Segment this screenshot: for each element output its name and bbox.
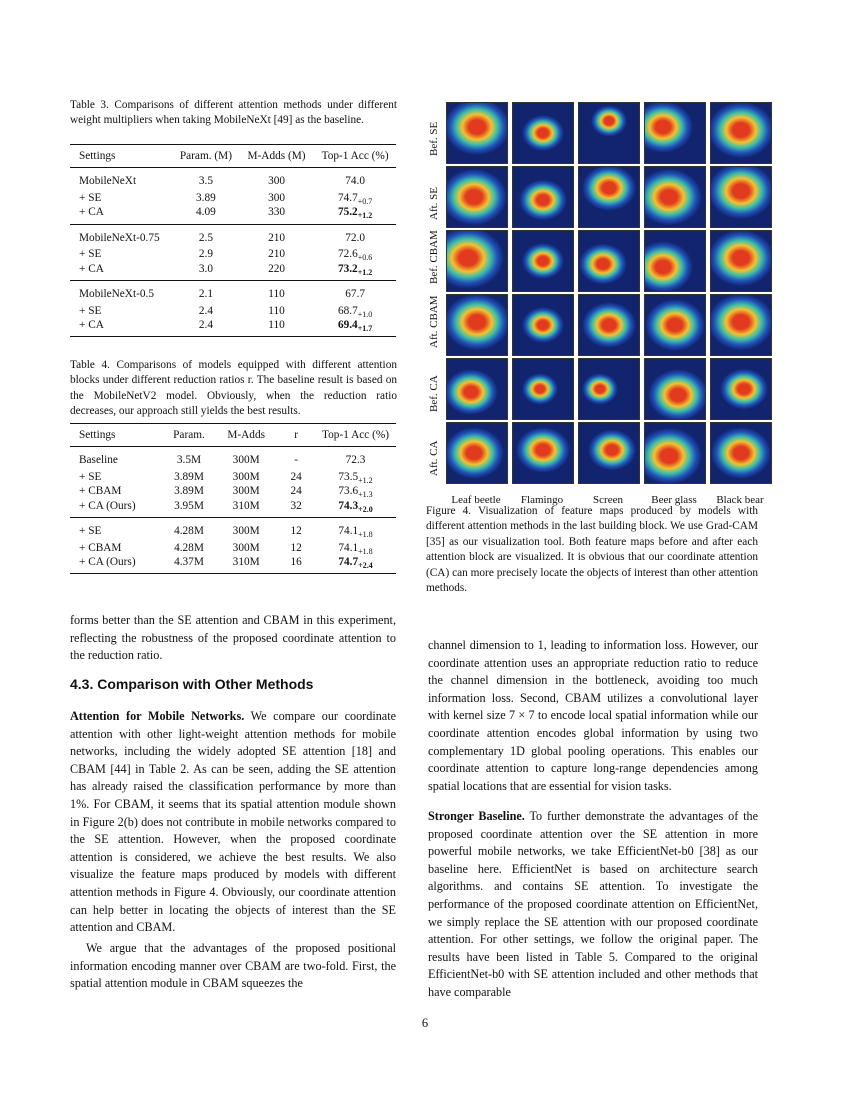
row-label: Aft. SE [428,187,440,220]
accuracy-cell [314,191,396,206]
accuracy-cell [315,541,396,556]
left-paragraph-1: forms better than the SE attention and CBAM in this experiment, reflecting the robustness of the proposed coordinate attention to the reduction ratio. [70,613,396,663]
accuracy-value: 69.4 [337,319,358,332]
settings-cell: + CA (Ours) [79,499,136,512]
param-cell: 2.4 [173,318,239,336]
accuracy-value: 74.1 [338,541,359,554]
column-label: Black bear [716,494,764,506]
figure4 [420,96,764,506]
accuracy-cell [315,470,396,485]
column-header: Top-1 Acc (%) [315,424,396,447]
column-label: Leaf beetle [451,494,501,506]
row-label: Aft. CBAM [428,295,440,348]
column-header: Settings [70,424,163,447]
madds-cell: 110 [239,318,314,336]
table-row [70,518,396,541]
left-paragraph-2-text: We compare our coordinate attention with other light-weight attention methods for mobile networks, including the widely adopted SE attention [18] and CBAM [44] in Table 2. As can be seen, adding the SE attention has already raised the classification performance by more than 1%. For CBAM, it seems that its spatial attention module shown in Figure 2(b) does not contribute in mobile networks compared to the SE attention. However, when the proposed coordinate attention is considered, we achieve the best results. We also visualize the feature maps produced by models with different attention methods in Figure 4. Obviously, our coordinate attention can help better in locating the objects of interest than the SE attention and CBAM. [70,709,396,935]
paragraph-lead: Stronger Baseline. [428,809,525,823]
heatmap-image [644,166,706,228]
table3 [70,144,396,337]
column-label: Screen [593,494,623,506]
param-cell: 3.5M [163,447,215,470]
left-paragraph-3: We argue that the advantages of the proposed positional information encoding manner over CBAM are two-fold. First, the spatial attention module in CBAM squeezes the [70,941,396,991]
param-cell: 4.37M [163,555,215,573]
settings-cell: + CA [79,262,104,275]
accuracy-cell [315,518,396,541]
figure4-caption-label: Figure 4. [426,505,472,517]
madds-cell: 330 [268,206,286,219]
param-cell: 3.95M [174,499,204,512]
table-row [70,541,396,556]
table-row [70,281,396,304]
right-paragraph-2-text: To further demonstrate the advantages of the proposed coordinate attention over the SE attention in more powerful mobile networks, we take EfficientNet-b0 [38] as our baseline here. EfficientNet is based on architecture search algorithms. and contains SE attention. To investigate the performance of the proposed coordinate attention on EfficientNet, we simply replace the SE attention with our proposed coordinate attention. For other settings, we follow the original paper. The results have been listed in Table 5. Compared to the original EfficientNet-b0 with SE attention included and other methods that have comparable [428,809,758,999]
settings-cell: + CA [79,206,104,219]
heatmap-image [710,422,772,484]
heatmap-image [512,358,574,420]
param-cell: 3.89 [196,191,216,204]
table4 [70,423,396,574]
heatmap-image [446,358,508,420]
madds-cell: 300 [239,168,314,191]
figure4-caption [426,504,758,596]
column-header: Top-1 Acc (%) [314,145,396,168]
param-cell: 3.89M [174,485,204,498]
accuracy-cell [314,247,396,262]
heatmap-image [710,358,772,420]
table3-caption-label: Table 3. [70,99,109,111]
madds-cell: 110 [268,304,285,317]
settings-cell: Baseline [70,447,163,470]
heatmap-image [512,422,574,484]
madds-cell: 300M [232,541,260,554]
paragraph-lead: Attention for Mobile Networks. [70,709,245,723]
r-cell: 12 [290,541,302,554]
accuracy-delta: +0.6 [357,253,373,263]
madds-cell: 210 [268,248,286,261]
accuracy-delta: +2.0 [358,504,373,514]
heatmap-image [512,102,574,164]
accuracy-value: 73.5 [338,470,359,483]
accuracy-cell [315,555,396,573]
heatmap-image [446,422,508,484]
param-cell: 3.5 [173,168,239,191]
param-cell: 2.1 [173,281,239,304]
heatmap-image [644,422,706,484]
heatmap-image [644,294,706,356]
settings-cell: + SE [70,518,163,541]
heatmap-image [446,102,508,164]
param-cell: 3.0 [198,262,213,275]
accuracy-delta: +1.8 [358,530,373,540]
r-cell: 16 [277,555,315,573]
table-row [70,168,396,191]
r-cell: - [277,447,315,470]
accuracy-delta: +1.7 [357,324,373,334]
table-row [70,191,396,206]
table-row [70,304,396,319]
settings-cell: + SE [79,304,102,317]
heatmap-image [512,230,574,292]
accuracy-value: 74.1 [338,525,359,538]
settings-cell: MobileNeXt [70,168,173,191]
column-header: M-Adds (M) [239,145,314,168]
page-number: 6 [421,1016,429,1030]
accuracy-value: 72.0 [345,231,365,244]
table3-caption [70,98,397,129]
row-label: Bef. CBAM [428,230,440,284]
accuracy-value: 72.3 [345,454,366,467]
table-row [70,499,396,518]
accuracy-cell [315,447,396,470]
column-header: Settings [70,145,173,168]
accuracy-cell [315,484,396,499]
row-label: Aft. CA [428,440,440,476]
r-cell: 12 [277,518,315,541]
heatmap-image [710,166,772,228]
heatmap-image [578,358,640,420]
figure4-caption-text: Visualization of feature maps produced by models with different attention methods in the last building block. We use Grad-CAM [35] as our visualization tool. Both feature maps before and after each attention block are visualized. It is obvious that our coordinate attention (CA) can more precisely locate the objects of interest than other attention methods. [426,505,759,595]
madds-cell: 300M [215,518,277,541]
table-row [70,484,396,499]
heatmap-image [710,294,772,356]
table-row [70,205,396,224]
param-cell: 2.5 [173,224,239,247]
r-cell: 32 [290,499,302,512]
heatmap-image [578,230,640,292]
table-row [70,470,396,485]
madds-cell: 300M [232,470,260,483]
heatmap-image [446,166,508,228]
section-heading: 4.3. Comparison with Other Methods [70,676,314,692]
settings-cell: + CBAM [79,485,122,498]
accuracy-cell [314,304,396,319]
madds-cell: 210 [239,224,314,247]
heatmap-image [578,422,640,484]
settings-cell: + CA [70,318,173,336]
accuracy-cell [314,168,396,191]
heatmap-image [578,294,640,356]
r-cell: 24 [290,470,302,483]
heatmap-image [710,230,772,292]
right-paragraph-1: channel dimension to 1, leading to information loss. However, our coordinate attention uses an appropriate reduction ratio to reduce the channel dimension in the bottleneck, avoiding too much information loss. Second, CBAM utilizes a convolutional layer with kernel size 7 × 7 to encode local spatial information while our coordinate attention encodes global information by using two complementary 1D global pooling operations. This enables our coordinate attention to capture long-range dependencies among spatial locations that are essential for vision tasks. [428,638,758,793]
accuracy-value: 74.0 [345,175,365,188]
heatmap-image [644,358,706,420]
column-label: Beer glass [651,494,697,506]
column-header: M-Adds [215,424,277,447]
param-cell: 4.28M [163,518,215,541]
accuracy-value: 67.7 [345,288,365,301]
param-cell: 2.4 [198,304,213,317]
accuracy-cell [314,262,396,281]
accuracy-cell [314,281,396,304]
param-cell: 2.9 [198,248,213,261]
table-row [70,224,396,247]
table4-caption-label: Table 4. [70,359,110,371]
accuracy-value: 73.2 [337,262,358,275]
row-label: Bef. CA [428,375,440,412]
madds-cell: 310M [232,499,260,512]
heatmap-image [512,294,574,356]
accuracy-delta: +1.3 [358,490,373,500]
accuracy-value: 72.6 [337,248,358,261]
accuracy-cell [314,224,396,247]
settings-cell: + SE [79,248,102,261]
settings-cell: + CA (Ours) [70,555,163,573]
accuracy-value: 74.7 [337,191,358,204]
param-cell: 3.89M [174,470,204,483]
table-row [70,447,396,470]
param-cell: 4.28M [174,541,204,554]
heatmap-image [446,230,508,292]
settings-cell: MobileNeXt-0.75 [70,224,173,247]
settings-cell: MobileNeXt-0.5 [70,281,173,304]
param-cell: 4.09 [196,206,216,219]
heatmap-image [512,166,574,228]
madds-cell: 110 [239,281,314,304]
right-paragraph-2 [428,808,758,1002]
accuracy-value: 74.7 [338,556,359,569]
madds-cell: 310M [215,555,277,573]
heatmap-image [644,102,706,164]
accuracy-delta: +1.2 [358,475,373,485]
accuracy-delta: +0.7 [357,196,373,206]
accuracy-cell [315,499,396,518]
accuracy-value: 75.2 [337,206,358,219]
madds-cell: 300M [215,447,277,470]
heatmap-image [578,166,640,228]
accuracy-cell [314,318,396,336]
column-header: Param. [163,424,215,447]
settings-cell: + SE [79,191,102,204]
table4-caption [70,358,397,420]
table-row [70,247,396,262]
table4-caption-text: Comparisons of models equipped with different attention blocks under different reduction ratios r. The baseline result is based on the MobileNetV2 model. Obviously, when the reduction ratio decreases, our approach still yields the best results. [70,359,397,418]
madds-cell: 300 [268,191,286,204]
accuracy-delta: +2.4 [358,561,373,571]
settings-cell: + SE [79,470,102,483]
madds-cell: 300M [232,485,260,498]
r-cell: 24 [290,485,302,498]
heatmap-image [644,230,706,292]
accuracy-value: 68.7 [337,304,358,317]
table3-caption-text: Comparisons of different attention methods under different weight multipliers when taking MobileNeXt [49] as the baseline. [70,99,397,127]
table-row [70,555,396,573]
table-row [70,318,396,336]
column-header: r [277,424,315,447]
table-header-row [70,145,396,168]
accuracy-delta: +1.8 [358,546,373,556]
accuracy-delta: +1.0 [357,309,373,319]
left-paragraph-2 [70,708,396,937]
heatmap-image [578,102,640,164]
row-label: Bef. SE [428,121,440,156]
accuracy-delta: +1.2 [357,267,373,277]
heatmap-image [446,294,508,356]
accuracy-value: 74.3 [338,499,359,512]
accuracy-delta: +1.2 [357,211,373,221]
table-header-row [70,424,396,447]
settings-cell: + CBAM [79,541,122,554]
table-row [70,262,396,281]
madds-cell: 220 [268,262,286,275]
accuracy-cell [314,205,396,224]
heatmap-image [710,102,772,164]
column-header: Param. (M) [173,145,239,168]
column-label: Flamingo [520,494,564,506]
accuracy-value: 73.6 [338,485,359,498]
